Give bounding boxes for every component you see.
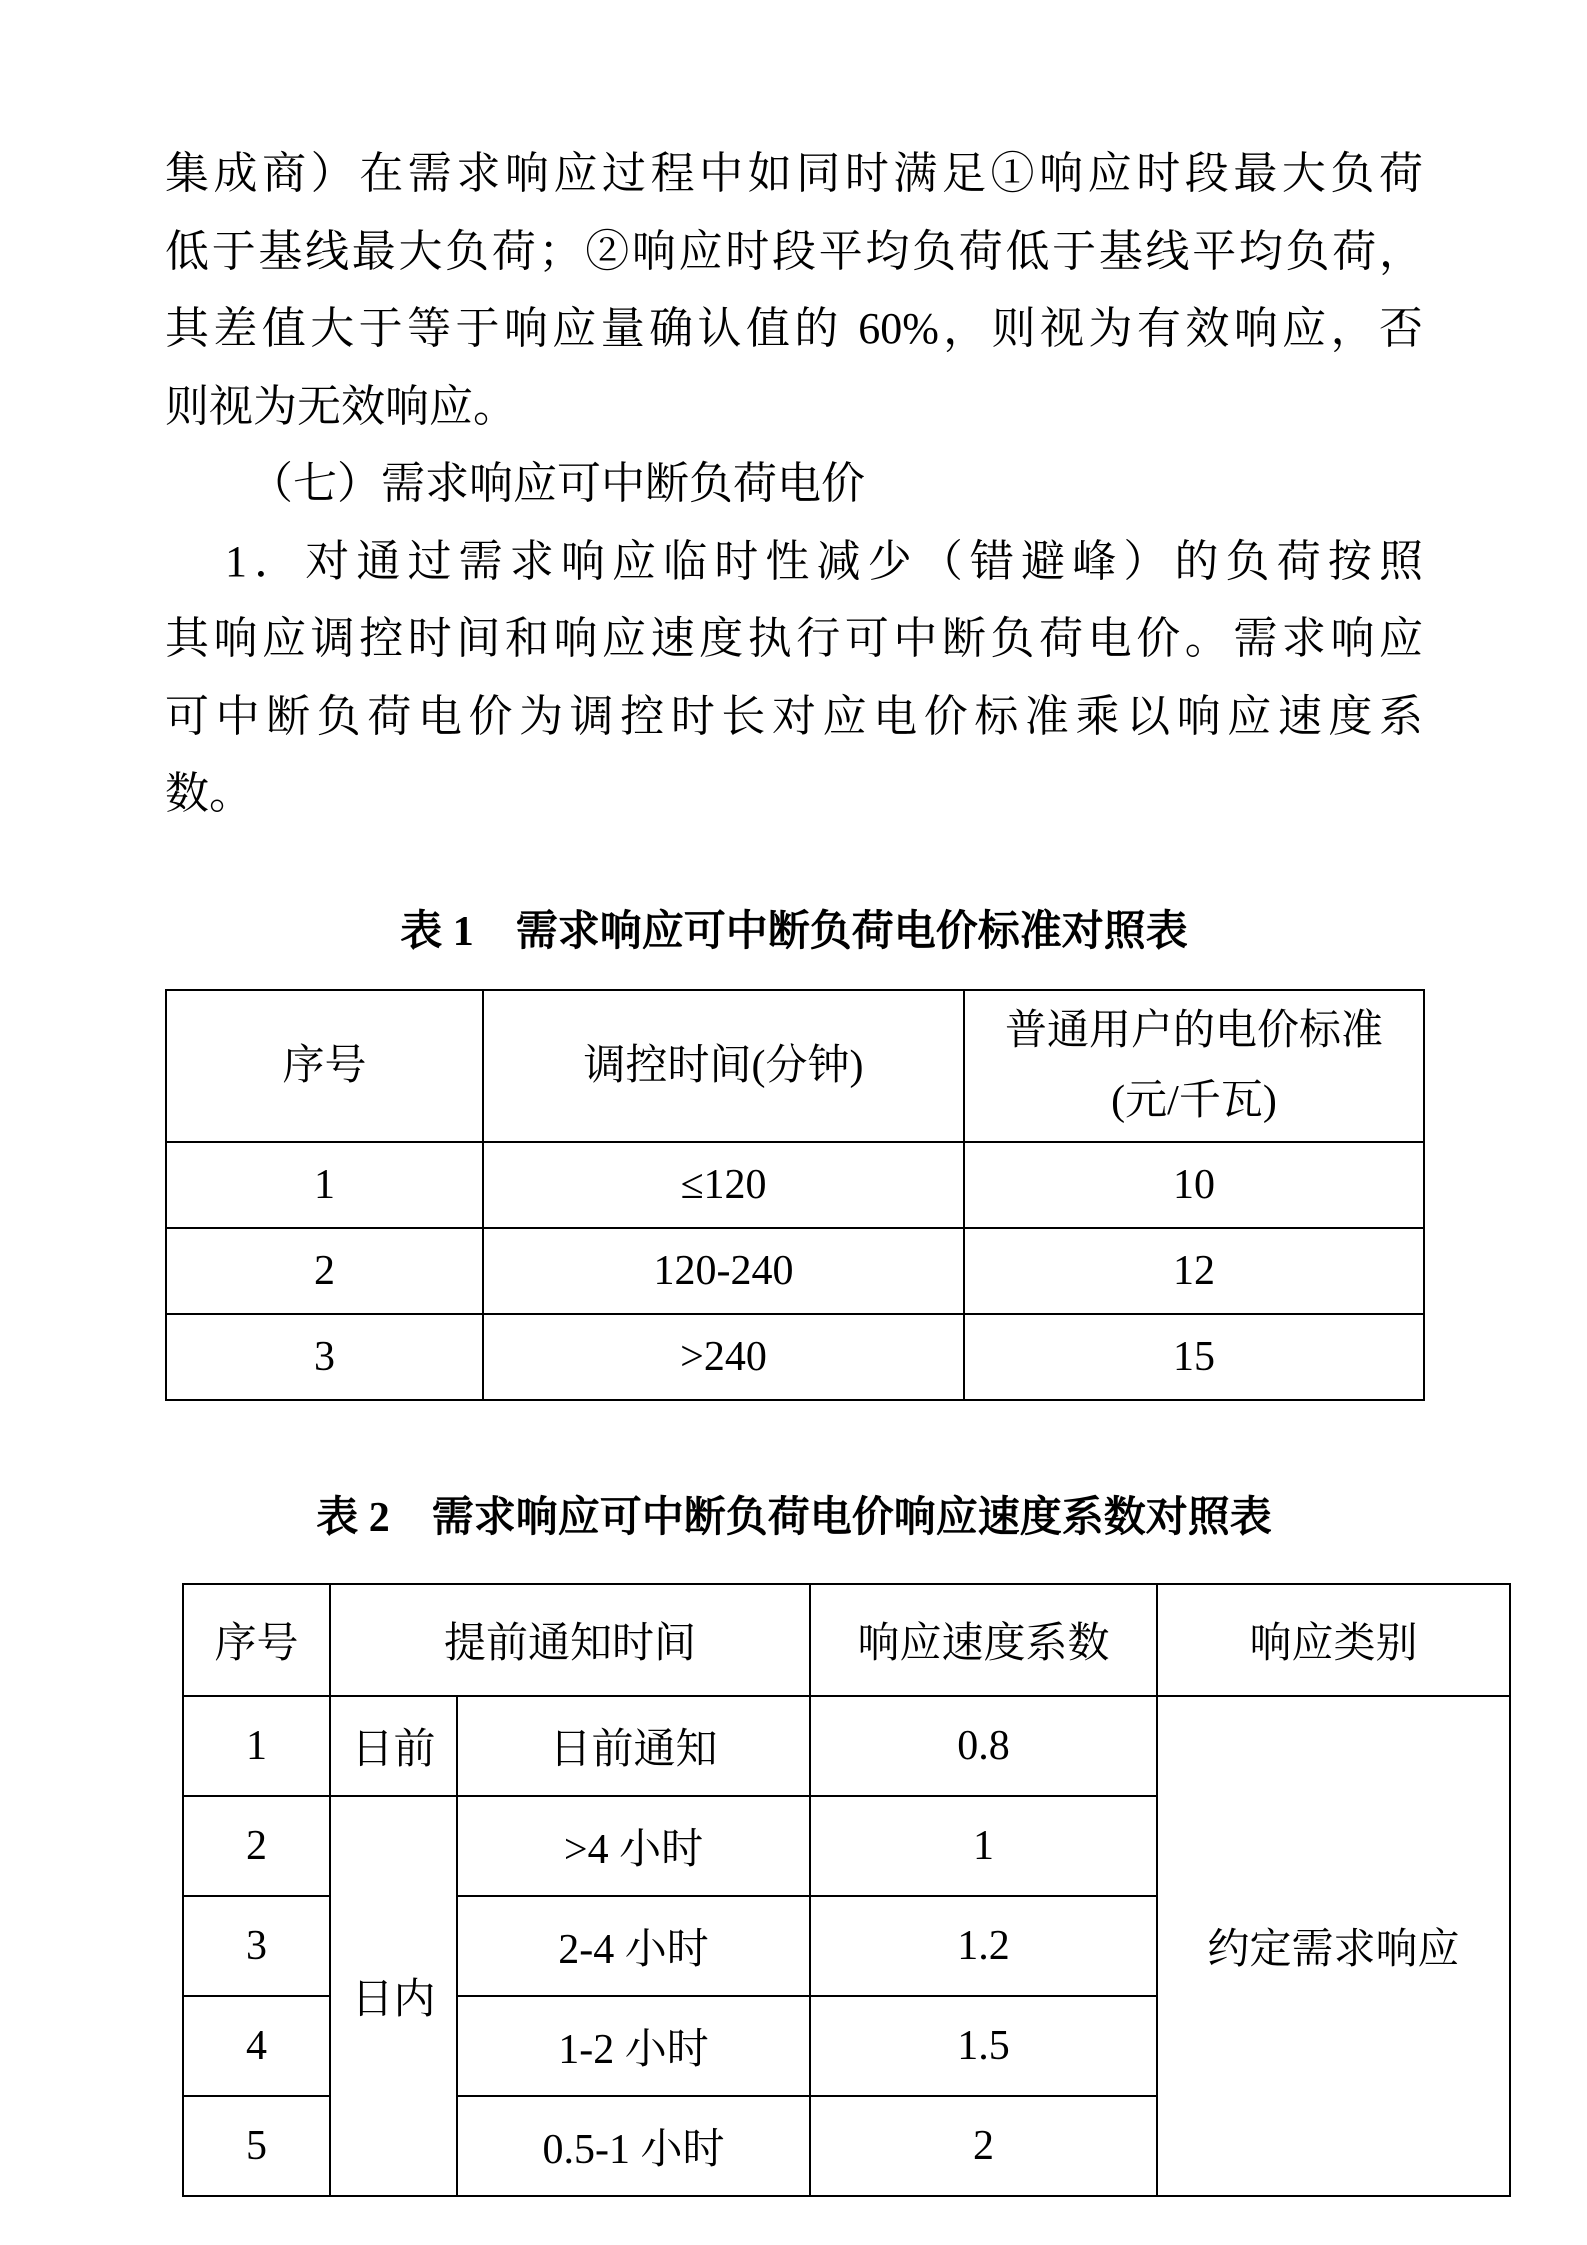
body-line: 集成商）在需求响应过程中如同时满足①响应时段最大负荷 xyxy=(165,149,1423,198)
body-line: 其差值大于等于响应量确认值的 60%，则视为有效响应，否 xyxy=(165,304,1423,353)
table-row xyxy=(166,1142,1424,1228)
table1-cell-time: ≤120 xyxy=(483,1142,964,1228)
table2-cell-coef: 1.2 xyxy=(810,1896,1157,1996)
table-row xyxy=(166,1228,1424,1314)
table1 xyxy=(165,989,1425,1401)
table-row xyxy=(183,1696,1510,1796)
table1-cell-time: >240 xyxy=(483,1314,964,1400)
table-row xyxy=(166,1314,1424,1400)
table2-caption: 表 2 需求响应可中断负荷电价响应速度系数对照表 xyxy=(316,1494,1272,1541)
table2-cell-day: 日内 xyxy=(330,1796,457,2196)
table1-cell-seq: 3 xyxy=(166,1314,483,1400)
table2-header-seq: 序号 xyxy=(183,1584,330,1696)
table2-cell-notice: 2-4 小时 xyxy=(457,1896,810,1996)
table1-cell-price: 10 xyxy=(964,1142,1424,1228)
table1-cell-price: 15 xyxy=(964,1314,1424,1400)
document-content xyxy=(165,135,1460,2197)
table2-cell-seq: 1 xyxy=(183,1696,330,1796)
body-line: 可中断负荷电价为调控时长对应电价标准乘以响应速度系 xyxy=(165,691,1423,741)
table2-cell-category: 约定需求响应 xyxy=(1157,1696,1510,2196)
body-line: 低于基线最大负荷；②响应时段平均负荷低于基线平均负荷， xyxy=(165,226,1423,276)
body-line: 其响应调控时间和响应速度执行可中断负荷电价。需求响应 xyxy=(165,614,1423,663)
table1-cell-price: 12 xyxy=(964,1228,1424,1314)
table1-header-seq: 序号 xyxy=(166,990,483,1142)
body-line: 则视为无效响应。 xyxy=(165,381,517,431)
table2 xyxy=(182,1583,1511,2197)
table1-cell-time: 120-240 xyxy=(483,1228,964,1314)
table1-cell-seq: 2 xyxy=(166,1228,483,1314)
table1-caption: 表 1 需求响应可中断负荷电价标准对照表 xyxy=(400,908,1188,955)
table2-cell-day: 日前 xyxy=(330,1696,457,1796)
table2-cell-notice: 1-2 小时 xyxy=(457,1996,810,2096)
section-heading: （七）需求响应可中断负荷电价 xyxy=(249,459,865,508)
table2-cell-notice: >4 小时 xyxy=(457,1796,810,1896)
table2-cell-coef: 1.5 xyxy=(810,1996,1157,2096)
table1-header-price-line1: 普通用户的电价标准 xyxy=(1004,1007,1383,1054)
table2-cell-coef: 0.8 xyxy=(810,1696,1157,1796)
body-line: 1．对通过需求响应临时性减少（错避峰）的负荷按照 xyxy=(225,536,1423,586)
table1-cell-seq: 1 xyxy=(166,1142,483,1228)
body-line: 数。 xyxy=(165,769,253,818)
table2-cell-seq: 5 xyxy=(183,2096,330,2196)
table2-cell-notice: 日前通知 xyxy=(457,1696,810,1796)
table1-header-price-line2: (元/千瓦) xyxy=(1111,1077,1277,1124)
table2-cell-seq: 2 xyxy=(183,1796,330,1896)
table1-header-price xyxy=(964,990,1424,1142)
table2-cell-seq: 4 xyxy=(183,1996,330,2096)
table2-header-coef: 响应速度系数 xyxy=(810,1584,1157,1696)
table2-cell-notice: 0.5-1 小时 xyxy=(457,2096,810,2196)
table2-cell-seq: 3 xyxy=(183,1896,330,1996)
table2-cell-coef: 1 xyxy=(810,1796,1157,1896)
table1-header-row xyxy=(166,990,1424,1142)
table1-header-time: 调控时间(分钟) xyxy=(483,990,964,1142)
table2-header-category: 响应类别 xyxy=(1157,1584,1510,1696)
table2-header-notice: 提前通知时间 xyxy=(330,1584,810,1696)
table2-header-row xyxy=(183,1584,1510,1696)
table2-cell-coef: 2 xyxy=(810,2096,1157,2196)
